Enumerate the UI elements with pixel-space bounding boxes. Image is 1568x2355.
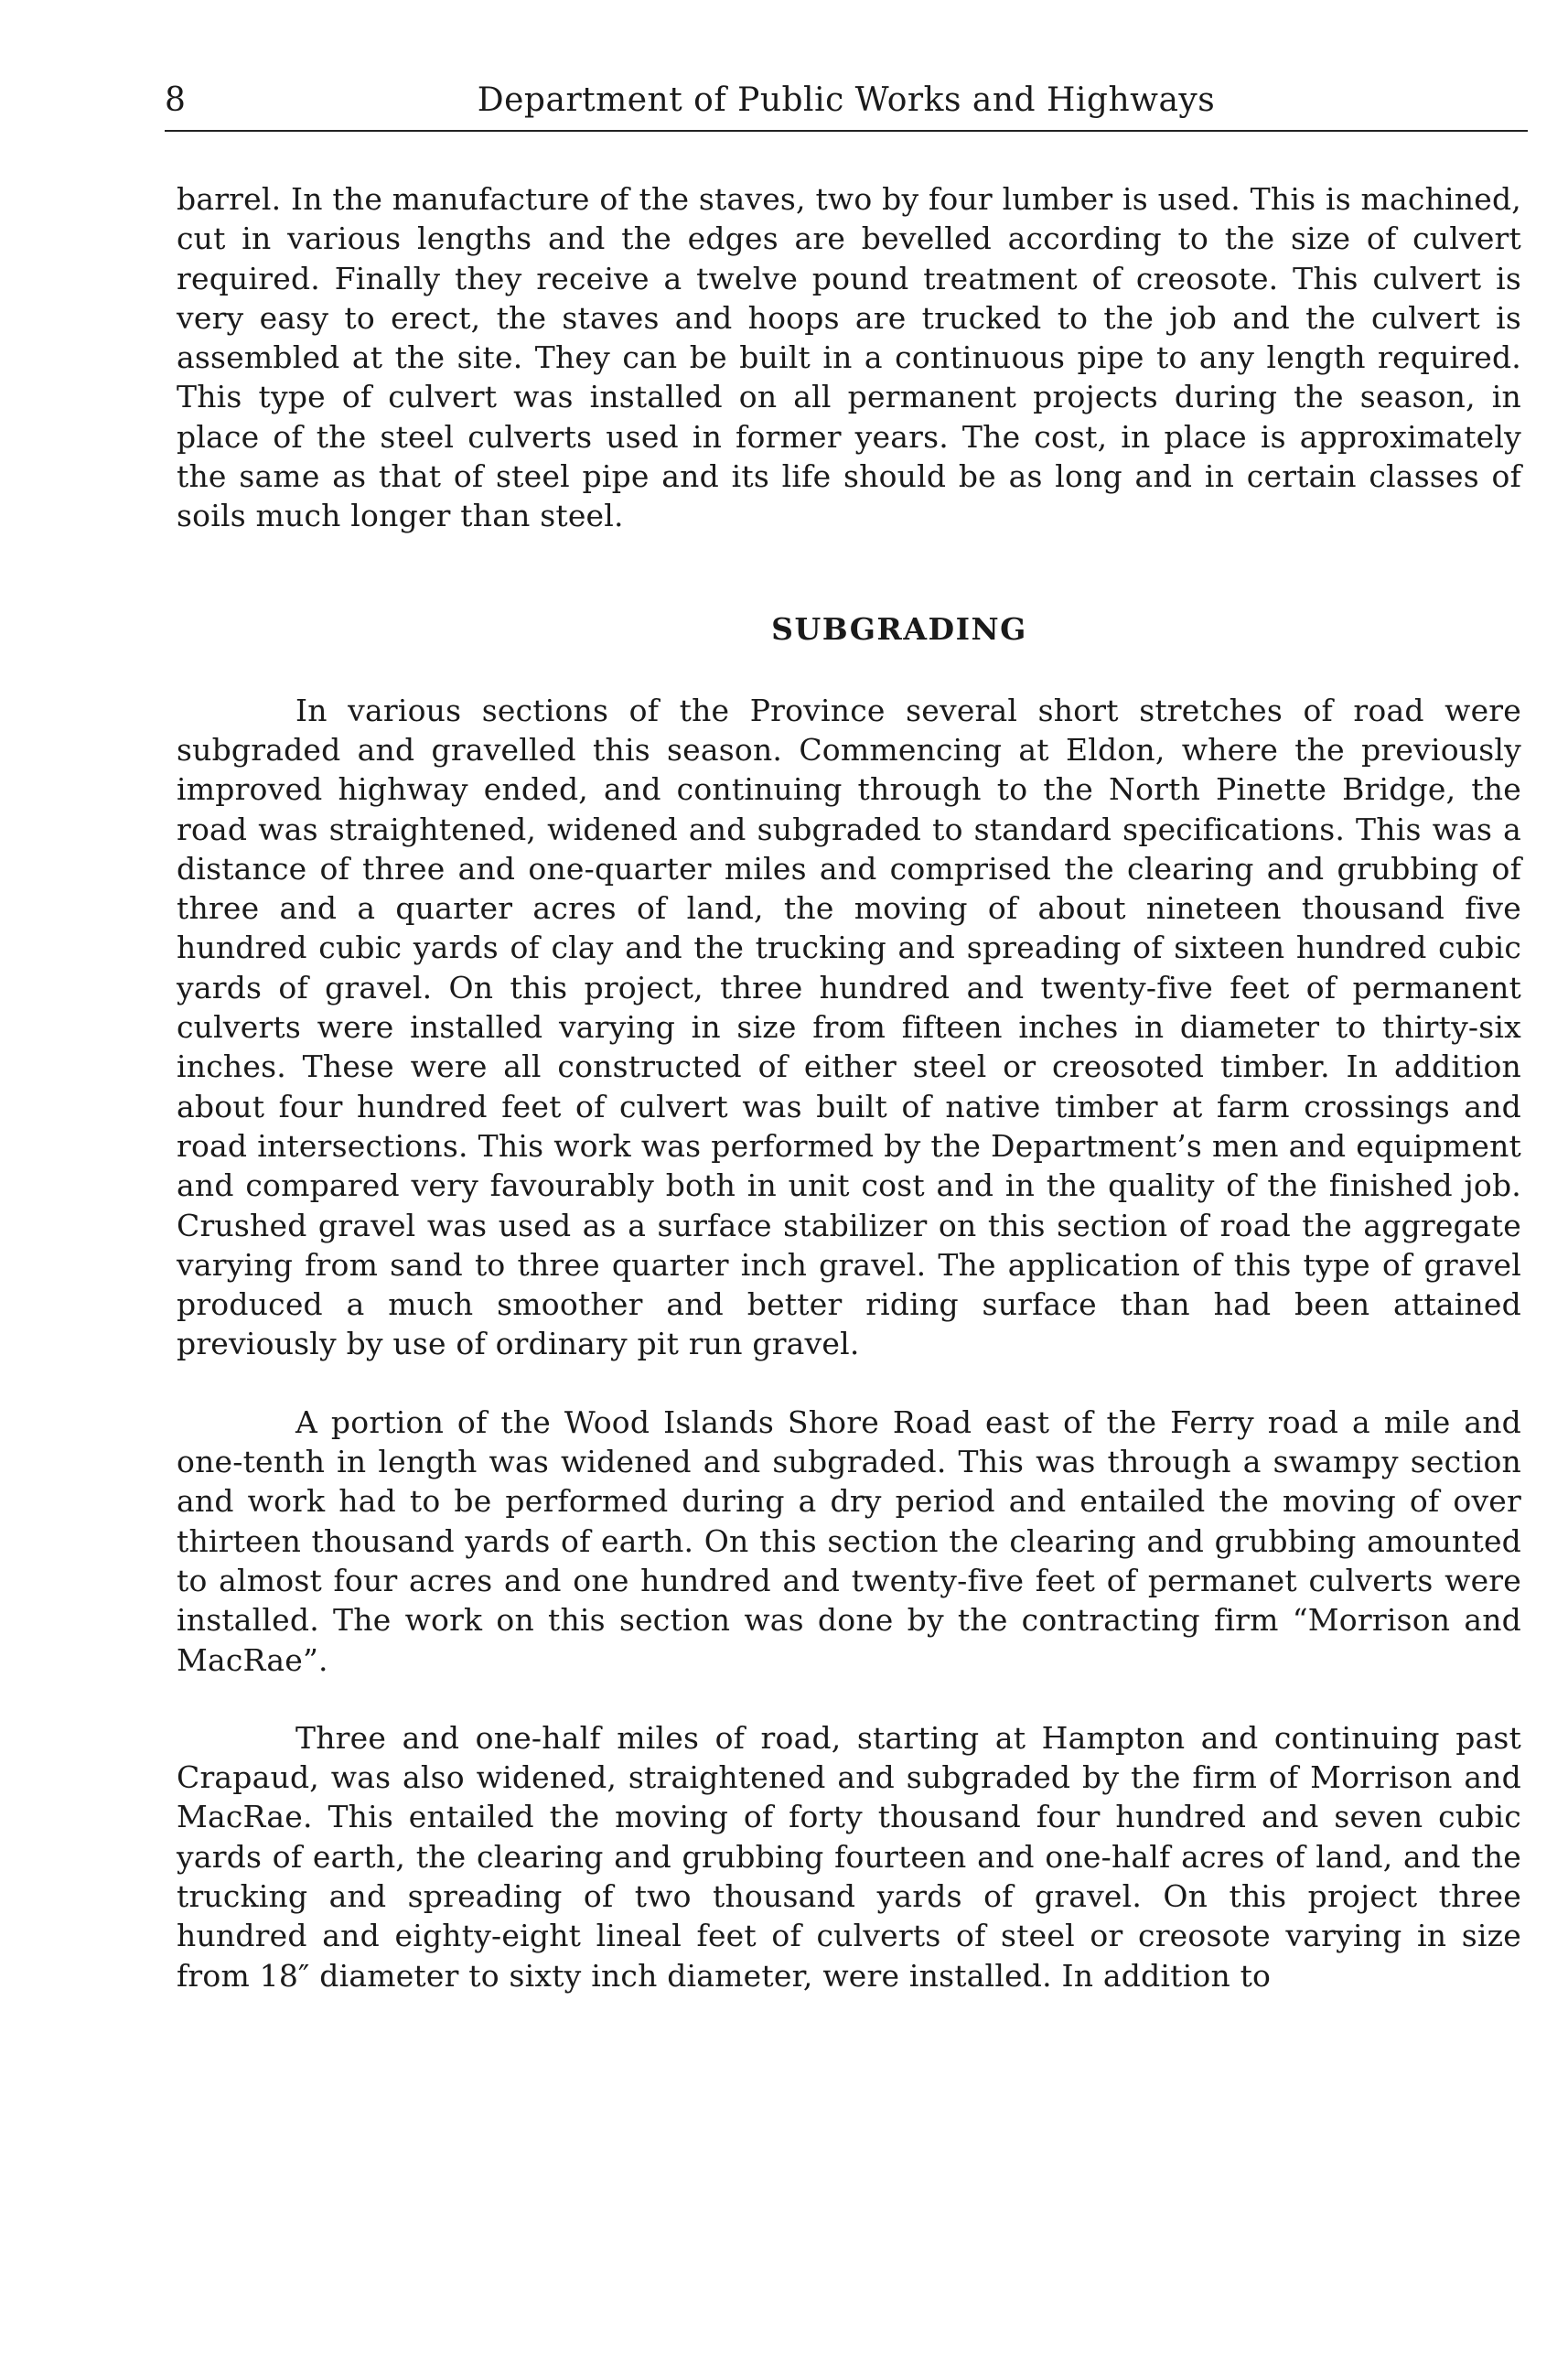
paragraph-continued: barrel. In the manufacture of the staves, two by four lumber is used. This is machined, cut in various lengths and the edges are bevelled according to the size of culvert required. Finally they receive a twelve pound treatment of creosote. This culvert is very easy to erect, the staves and hoops are trucked to the job and the culvert is assembled at the site. They can be built in a continuous pipe to any length required. This type of culvert was installed on all permanent projects during the season, in place of the steel culverts used in former years. The cost, in place is approximately the same as that of steel pipe and its life should be as long and in certain classes of soils much longer than steel. bbox=[177, 181, 1521, 534]
paragraph-subgrading-2: A portion of the Wood Islands Shore Road east of the Ferry road a mile and one-tenth in length was widened and subgraded. This was through a swampy section and work had to be performed during a dry period and entailed the moving of over thirteen thousand yards of earth. On this section the clearing and grubbing amounted to almost four acres and one hundred and twenty-five feet of permanet culverts were installed. The work on this section was done by the contracting firm “Morrison and MacRae”. bbox=[177, 1403, 1521, 1678]
body-text bbox=[177, 179, 1521, 1995]
page-header bbox=[165, 77, 1528, 124]
header-rule bbox=[165, 130, 1528, 132]
running-title: Department of Public Works and Highways bbox=[477, 81, 1216, 119]
section-heading: SUBGRADING bbox=[771, 610, 1027, 647]
paragraph-subgrading-1: In various sections of the Province several short stretches of road were subgraded and gravelled this season. Commencing at Eldon, where the previously improved highway ended, and continuing through to the North Pinette Bridge, the road was straightened, widened and subgraded to standard specifications. This was a distance of three and one-quarter miles and comprised the clearing and grubbing of three and a quarter acres of land, the moving of about nineteen thousand five hundred cubic yards of clay and the trucking and spreading of sixteen hundred cubic yards of gravel. On this project, three hundred and twenty-five feet of permanent culverts were installed varying in size from fifteen inches in diameter to thirty-six inches. These were all constructed of either steel or creosoted timber. In addition about four hundred feet of culvert was built of native timber at farm crossings and road intersections. This work was performed by the Department’s men and equipment and compared very favourably both in unit cost and in the quality of the finished job. Crushed gravel was used as a surface stabilizer on this section of road the aggregate varying from sand to three quarter inch gravel. The application of this type of gravel produced a much smoother and better riding surface than had been attained previously by use of ordinary pit run gravel. bbox=[177, 692, 1521, 1362]
page-number: 8 bbox=[165, 81, 186, 119]
paragraph-subgrading-3: Three and one-half miles of road, starting at Hampton and continuing past Crapaud, was also widened, straightened and subgraded by the firm of Morrison and MacRae. This entailed the moving of forty thousand four hundred and seven cubic yards of earth, the clearing and grubbing fourteen and one-half acres of land, and the trucking and spreading of two thousand yards of gravel. On this project three hundred and eighty-eight lineal feet of culverts of steel or creosote varying in size from 18″ diameter to sixty inch diameter, were installed. In addition to bbox=[177, 1719, 1521, 1994]
